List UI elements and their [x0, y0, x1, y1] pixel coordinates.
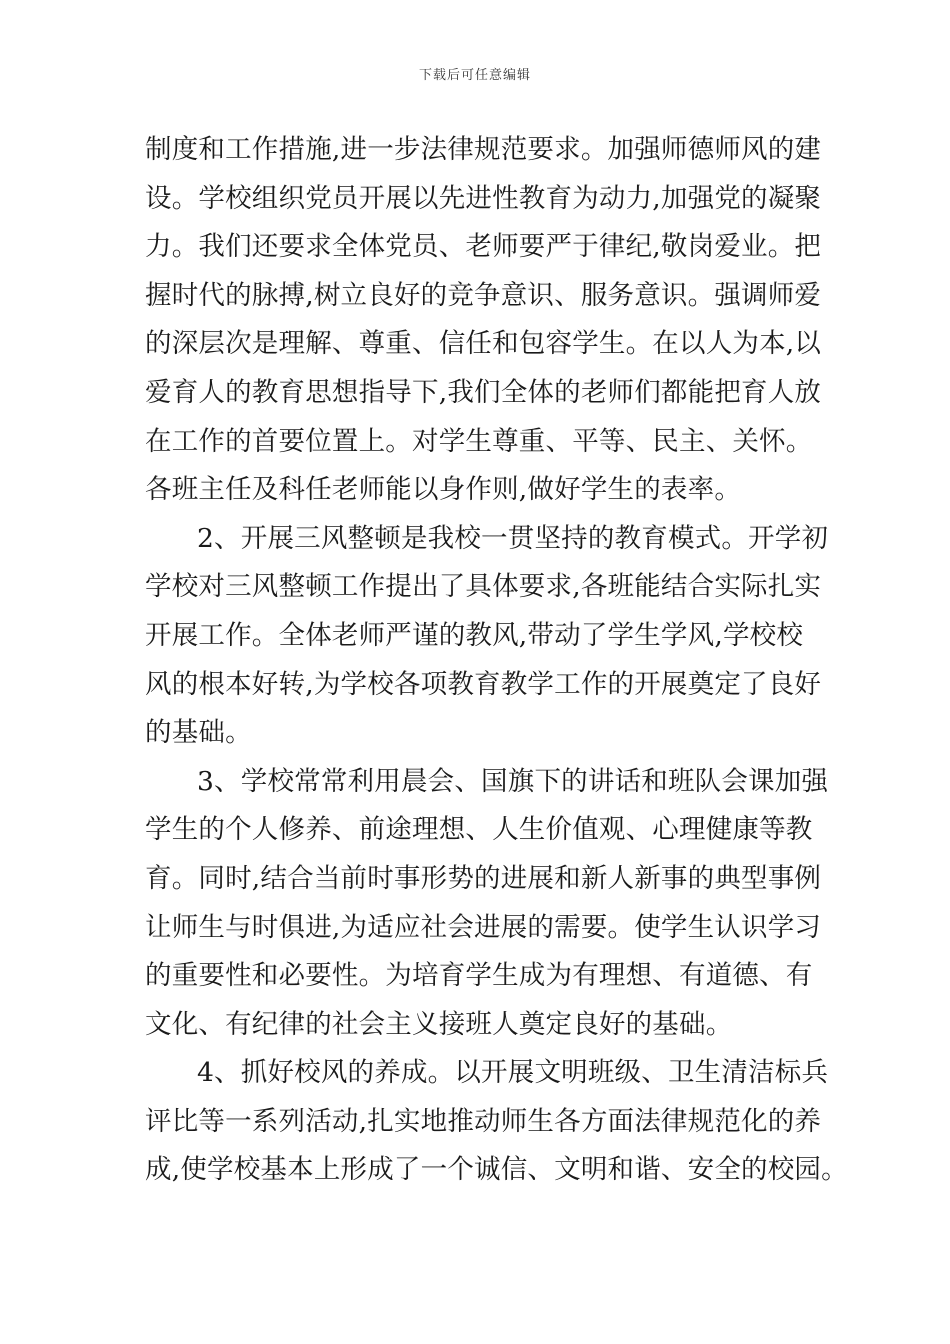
text-line: 育。同时,结合当前时事形势的进展和新人新事的典型事例 — [145, 862, 822, 894]
text-line: 爱育人的教育思想指导下,我们全体的老师们都能把育人放 — [145, 376, 822, 408]
document-body — [145, 126, 848, 1195]
text-line: 开展工作。全体老师严谨的教风,带动了学生学风,学校校 — [145, 619, 804, 651]
text-line: 的基础。 — [145, 717, 252, 749]
text-line: 评比等一系列活动,扎实地推动师生各方面法律规范化的养 — [145, 1105, 822, 1137]
text-line: 握时代的脉搏,树立良好的竞争意识、服务意识。强调师爱 — [145, 279, 822, 311]
paragraph-start-line: 3、学校常常利用晨会、国旗下的讲话和班队会课加强 — [197, 765, 829, 797]
text-line: 成,使学校基本上形成了一个诚信、文明和谐、安全的校园。 — [145, 1154, 848, 1186]
text-line: 各班主任及科任老师能以身作则,做好学生的表率。 — [145, 474, 742, 506]
text-line: 的重要性和必要性。为培育学生成为有理想、有道德、有 — [145, 960, 813, 992]
page-header: 下载后可任意编辑 — [418, 68, 531, 83]
text-line: 力。我们还要求全体党员、老师要严于律纪,敬岗爱业。把 — [145, 231, 822, 263]
text-line: 制度和工作措施,进一步法律规范要求。加强师德师风的建 — [145, 134, 822, 165]
text-line: 学生的个人修养、前途理想、人生价值观、心理健康等教 — [145, 814, 813, 846]
text-line: 的深层次是理解、尊重、信任和包容学生。在以人为本,以 — [145, 328, 822, 360]
text-line: 设。学校组织党员开展以先进性教育为动力,加强党的凝聚 — [145, 182, 822, 214]
paragraph-start-line: 4、抓好校风的养成。以开展文明班级、卫生清洁标兵 — [197, 1057, 829, 1089]
text-line: 风的根本好转,为学校各项教育教学工作的开展奠定了良好 — [145, 668, 822, 700]
text-line: 让师生与时俱进,为适应社会进展的需要。使学生认识学习 — [145, 911, 822, 943]
text-line: 文化、有纪律的社会主义接班人奠定良好的基础。 — [145, 1008, 733, 1040]
text-line: 学校对三风整顿工作提出了具体要求,各班能结合实际扎实 — [145, 571, 822, 603]
text-line: 在工作的首要位置上。对学生尊重、平等、民主、关怀。 — [145, 425, 813, 457]
paragraph-start-line: 2、开展三风整顿是我校一贯坚持的教育模式。开学初 — [197, 522, 829, 554]
